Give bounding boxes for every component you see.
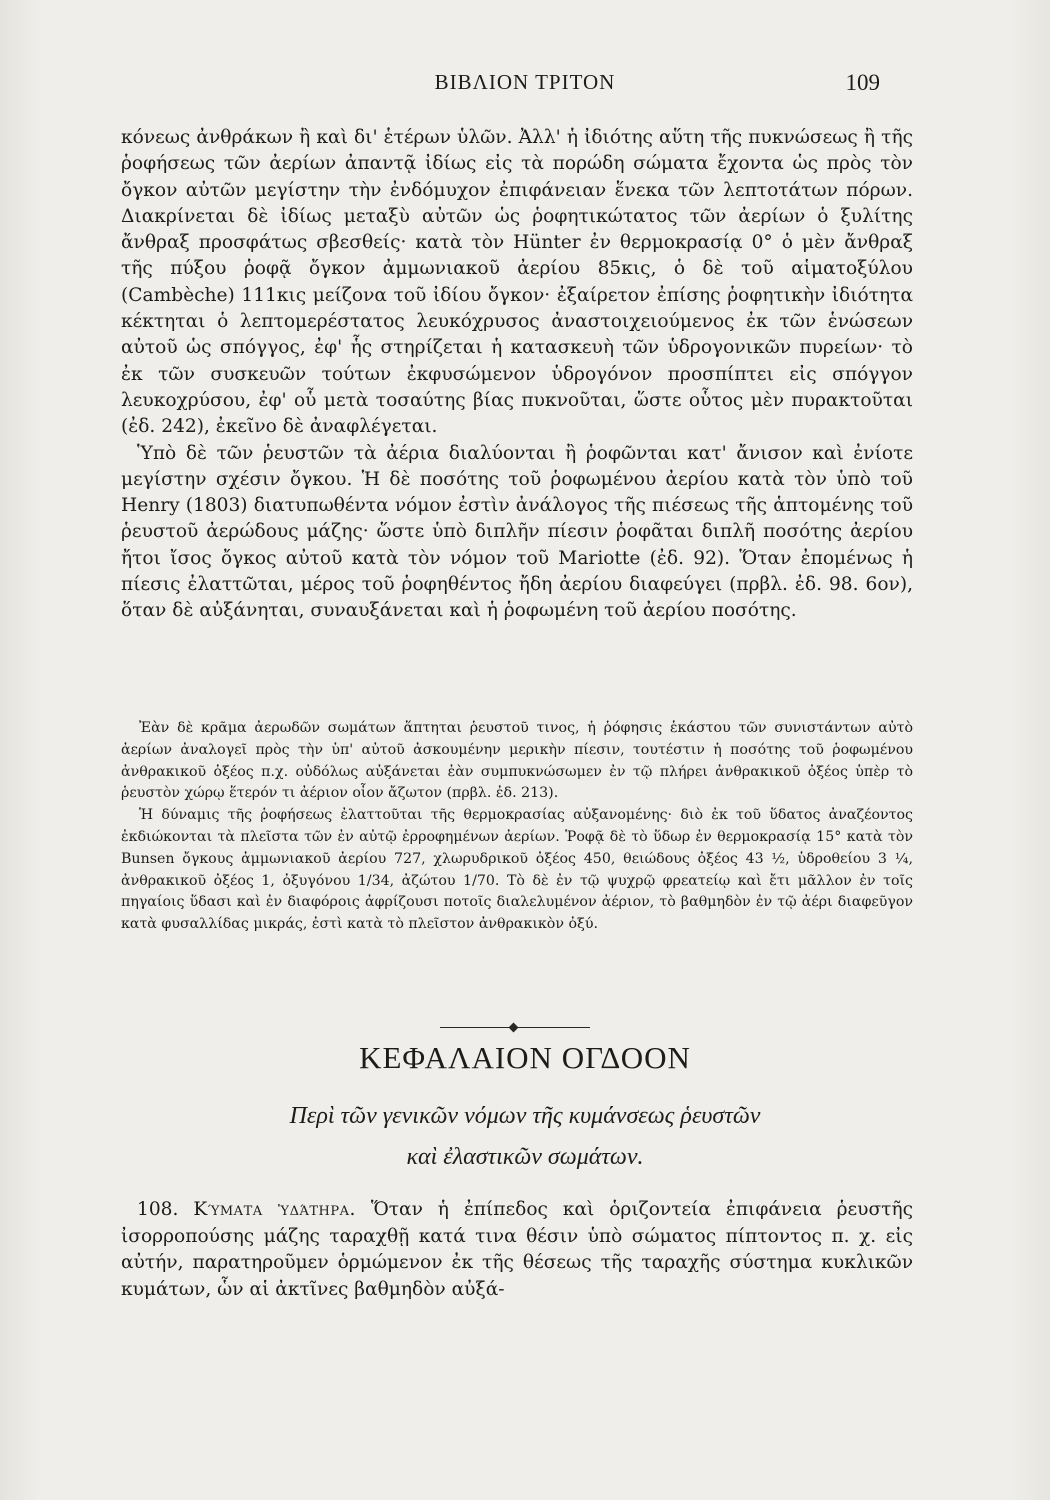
small-print-notes: [121, 718, 913, 936]
section-heading: Κύματα ὑδάτηρα.: [193, 1199, 356, 1220]
chapter-subtitle: [0, 1096, 1050, 1178]
paragraph-2: Ὑπὸ δὲ τῶν ῥευστῶν τὰ ἀέρια διαλύονται ἢ ῥοφῶνται κατ' ἄνισον καὶ ἐνίοτε μεγίστην σχέσιν ὄγκου. Ἡ δὲ ποσότης τοῦ ῥοφωμένου ἀερίου κατὰ τὸν ὑπὸ τοῦ Henry (1803) διατυπωθέντα νόμον ἐστὶν ἀνάλογος τῆς πιέσεως τῆς ἁπτομένης τοῦ ῥευστοῦ ἀερώδους μάζης· ὥστε ὑπὸ διπλῆν πίεσιν ῥοφᾶται διπλῆ ποσότης ἀερίου ἤτοι ἴσος ὄγκος αὐτοῦ κατὰ τὸν νόμον τοῦ Mariotte (ἐδ. 92). Ὅταν ἐπομένως ἡ πίεσις ἐλαττῶται, μέρος τοῦ ῥοφηθέντος ἤδη ἀερίου διαφεύγει (πρβλ. ἐδ. 98. 6ον), ὅταν δὲ αὐξάνηται, συναυξάνεται καὶ ἡ ῥοφωμένη τοῦ ἀερίου ποσότης.: [121, 442, 913, 622]
note-2: Ἡ δύναμις τῆς ῥοφήσεως ἐλαττοῦται τῆς θερμοκρασίας αὐξανομένης· διὸ ἐκ τοῦ ὕδατος ἀναζέοντος ἐκδιώκονται τὰ πλεῖστα τῶν ἐν αὐτῷ ἐρροφημένων ἀερίων. Ῥοφᾷ δὲ τὸ ὕδωρ ἐν θερμοκρασίᾳ 15° κατὰ τὸν Bunsen ὄγκους ἀμμωνιακοῦ ἀερίου 727, χλωρυδρικοῦ ὀξέος 450, θειώδους ὀξέος 43 ½, ὑδροθείου 3 ¼, ἀνθρακικοῦ ὀξέος 1, ὀξυγόνου 1/34, ἀζώτου 1/70. Τὸ δὲ ἐν τῷ ψυχρῷ φρεατείῳ καὶ ἔτι μᾶλλον ἐν τοῖς πηγαίοις ὕδασι καὶ ἐν διαφόροις ἀφρίζουσι ποτοῖς διαλελυμένον ἀέριον, τὸ βαθμηδὸν ἐν τῷ ἀέρι διαφεῦγον κατὰ φυσαλλίδας μικράς, ἐστὶ κατὰ τὸ πλεῖστον ἀνθρακικὸν ὀξύ.: [121, 807, 913, 933]
chapter-subtitle-line-1: Περὶ τῶν γενικῶν νόμων τῆς κυμάνσεως ῥευστῶν: [289, 1103, 761, 1129]
section-number: 108.: [137, 1199, 179, 1220]
main-text: [121, 125, 913, 625]
section-108: [121, 1197, 913, 1303]
divider-ornament-icon: [509, 1023, 519, 1033]
note-1: Ἐὰν δὲ κρᾶμα ἀερωδῶν σωμάτων ἅπτηται ῥευστοῦ τινος, ἡ ῥόφησις ἑκάστου τῶν συνιστάντων αὐτὸ ἀερίων ἀναλογεῖ πρὸς τὴν ὑπ' αὐτοῦ ἀσκουμένην μερικὴν πίεσιν, τουτέστιν ἡ ποσότης τοῦ ῥοφωμένου ἀνθρακικοῦ ὀξέος π.χ. οὐδόλως αὐξάνεται ἐὰν συμπυκνώσωμεν ἐν τῷ πλήρει ἀνθρακικοῦ ὀξέος ὑπὲρ τὸ ῥευστὸν χώρῳ ἕτερόν τι ἀέριον οἷον ἄζωτον (πρβλ. ἐδ. 213).: [121, 720, 913, 802]
section-paragraph: [121, 1197, 913, 1303]
paragraph-1: κόνεως ἀνθράκων ἢ καὶ δι' ἑτέρων ὑλῶν. Ἀλλ' ἡ ἰδιότης αὕτη τῆς πυκνώσεως ἢ τῆς ῥοφήσεως τῶν ἀερίων ἀπαντᾷ ἰδίως εἰς τὰ πορώδη σώματα ἔχοντα ὡς πρὸς τὸν ὄγκον αὐτῶν μεγίστην τὴν ἐνδόμυχον ἐπιφάνειαν ἕνεκα τῶν λεπτοτάτων πόρων. Διακρίνεται δὲ ἰδίως μεταξὺ αὐτῶν ὡς ῥοφητικώτατος τῶν ἀερίων ὁ ξυλίτης ἄνθραξ προσφάτως σβεσθείς· κατὰ τὸν Hünter ἐν θερμοκρασίᾳ 0° ὁ μὲν ἄνθραξ τῆς πύξου ῥοφᾷ ὄγκον ἀμμωνιακοῦ ἀερίου 85κις, ὁ δὲ τοῦ αἱματοξύλου (Cambèche) 111κις μείζονα τοῦ ἰδίου ὄγκον· ἐξαίρετον ἐπίσης ῥοφητικὴν ἰδιότητα κέκτηται ὁ λεπτομερέστατος λευκόχρυσος ἀναστοιχειούμενος ἐκ τῶν ἑνώσεων αὐτοῦ ὡς σπόγγος, ἐφ' ἧς στηρίζεται ἡ κατασκευὴ τῶν ὑδρογονικῶν πυρείων· τὸ ἐκ τῶν συσκευῶν τούτων ἐκφυσώμενον ὑδρογόνον προσπίπτει εἰς σπόγγον λευκοχρύσου, ἐφ' οὗ μετὰ τοσαύτης βίας πυκνοῦται, ὥστε οὗτος μὲν πυρακτοῦται (ἐδ. 242), ἐκεῖνο δὲ ἀναφλέγεται.: [121, 127, 913, 438]
chapter-subtitle-line-2: καὶ ἐλαστικῶν σωμάτων.: [406, 1144, 644, 1170]
running-header: [0, 70, 1050, 100]
page-number: 109: [845, 70, 880, 95]
section-text: Ὅταν ἡ ἐπίπεδος καὶ ὁριζοντεία ἐπιφάνεια ῥευστῆς ἰσορροπούσης μάζης ταραχθῇ κατά τινα θέσιν ὑπὸ σώματος πίπτοντος π. χ. εἰς αὐτήν, παρατηροῦμεν ὁρμώμενον ἐκ τῆς θέσεως τῆς ταραχῆς σύστημα κυκλικῶν κυμάτων, ὧν αἱ ἀκτῖνες βαθμηδὸν αὐξά-: [121, 1199, 913, 1300]
running-title: ΒΙΒΛΙΟΝ ΤΡΙΤΟΝ: [434, 70, 616, 94]
section-divider: [440, 1023, 590, 1033]
chapter-title: ΚΕΦΑΛΑΙΟΝ ΟΓΔΟΟΝ: [359, 1040, 691, 1075]
